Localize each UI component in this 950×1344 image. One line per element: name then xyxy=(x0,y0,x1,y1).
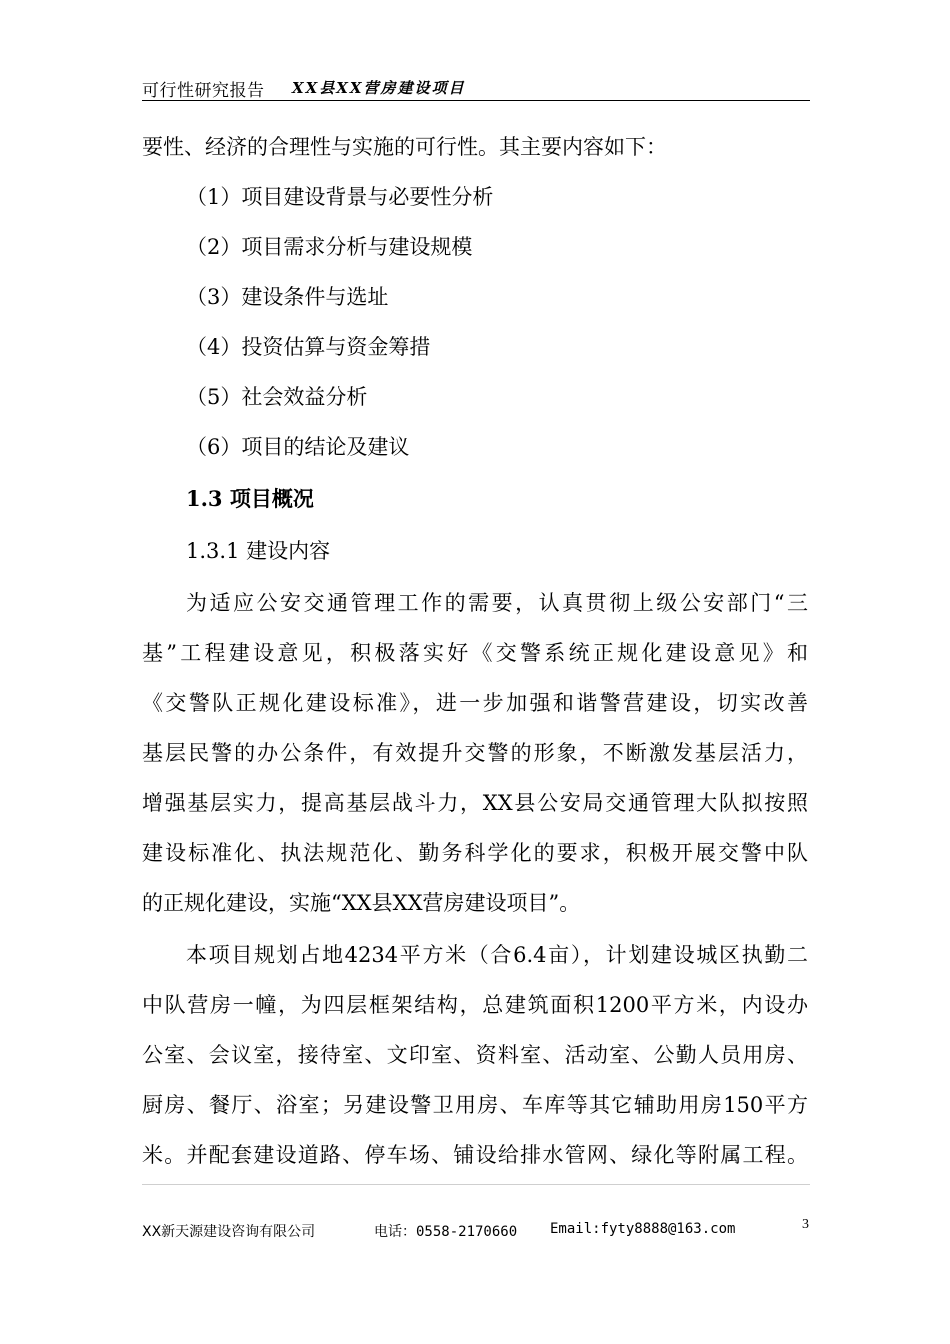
list-item: （1）项目建设背景与必要性分析 xyxy=(186,185,494,209)
document-body xyxy=(142,122,832,1167)
page-number: 3 xyxy=(802,1217,809,1232)
paragraph-line: 的正规化建设，实施“XX县XX营房建设项目”。 xyxy=(142,891,581,915)
paragraph-line: 建设标准化、执法规范化、勤务科学化的要求，积极开展交警中队 xyxy=(142,841,808,865)
section-heading: 1.3 项目概况 xyxy=(186,486,314,511)
page-header xyxy=(142,68,810,101)
list-item: （3）建设条件与选址 xyxy=(186,285,389,309)
paragraph-line: 公室、会议室，接待室、文印室、资料室、活动室、公勤人员用房、 xyxy=(142,1043,808,1067)
paragraph-line: 本项目规划占地4234平方米（合6.4亩），计划建设城区执勤二 xyxy=(186,943,808,967)
paragraph-line: 《交警队正规化建设标准》，进一步加强和谐警营建设，切实改善 xyxy=(142,691,808,715)
paragraph-line: 中队营房一幢，为四层框架结构，总建筑面积1200平方米，内设办 xyxy=(142,993,808,1017)
paragraph-line: 基层民警的办公条件，有效提升交警的形象，不断激发基层活力， xyxy=(142,741,808,765)
subsection-heading: 1.3.1 建设内容 xyxy=(186,539,331,563)
list-item: （2）项目需求分析与建设规模 xyxy=(186,235,473,259)
header-project-name: XX县XX营房建设项目 xyxy=(292,79,466,97)
footer-divider xyxy=(142,1184,810,1185)
paragraph-line: 米。并配套建设道路、停车场、铺设给排水管网、绿化等附属工程。 xyxy=(142,1143,808,1167)
paragraph-line: 增强基层实力，提高基层战斗力，XX县公安局交通管理大队拟按照 xyxy=(142,791,808,815)
list-item: （5）社会效益分析 xyxy=(186,385,368,409)
paragraph-line: 为适应公安交通管理工作的需要，认真贯彻上级公安部门“三 xyxy=(186,591,808,615)
list-item: （6）项目的结论及建议 xyxy=(186,435,410,459)
paragraph-line: 厨房、餐厅、浴室；另建设警卫用房、车库等其它辅助用房150平方 xyxy=(142,1093,808,1117)
header-title: 可行性研究报告 xyxy=(142,81,265,101)
intro-line: 要性、经济的合理性与实施的可行性。其主要内容如下： xyxy=(142,135,667,159)
list-item: （4）投资估算与资金筹措 xyxy=(186,335,431,359)
footer-company: XX新天源建设咨询有限公司 xyxy=(142,1224,316,1240)
footer-phone: 电话：0558-2170660 xyxy=(374,1224,518,1240)
paragraph-line: 基”工程建设意见，积极落实好《交警系统正规化建设意见》和 xyxy=(142,641,808,665)
footer-email: Email:fyty8888@163.com xyxy=(550,1221,736,1237)
